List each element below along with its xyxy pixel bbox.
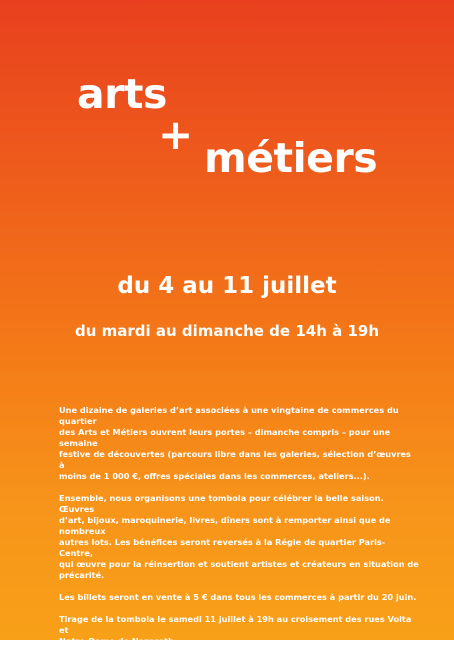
logo-plus-sign: + (158, 110, 194, 159)
text-line: festive de découvertes (parcours libre dans les galeries, sélection d’œuvres à (59, 449, 411, 470)
text-line: Tirage de la tombola le samedi 11 juillet à 19h au croisement des rues Volta et (59, 614, 412, 635)
text-line: Une dizaine de galeries d’art associées à une vingtaine de commerces du quartier (59, 405, 399, 426)
opening-hours: du mardi au dimanche de 14h à 19h (75, 322, 379, 340)
logo-text-arts: arts (77, 70, 167, 118)
text-line: des Arts et Métiers ouvrent leurs portes – dimanche compris – pour une semaine (59, 427, 391, 448)
text-line: Ensemble, nous organisons une tombola pour célébrer la belle saison. Œuvres (59, 493, 384, 514)
event-dates: du 4 au 11 juillet (117, 273, 337, 299)
text-line: Les billets seront en vente à 5 € dans tous les commerces à partir du 20 juin. (59, 592, 417, 602)
paragraph-draw (59, 614, 419, 658)
text-line: Les résulats seront publiés sur notre compte Instagram. (59, 647, 320, 657)
logo-text-metiers: métiers (204, 134, 378, 182)
paragraph-intro (59, 405, 419, 482)
paragraph-tombola (59, 493, 419, 581)
paragraph-tickets (59, 592, 419, 603)
text-line: précarité. (59, 570, 105, 580)
text-line: d’art, bijoux, maroquinerie, livres, dîners sont à remporter ainsi que de nombreux (59, 515, 391, 536)
text-line: moins de 1 000 €, offres spéciales dans les commerces, ateliers...). (59, 471, 370, 481)
text-line: autres lots. Les bénéfices seront reversés à la Régie de quartier Paris-Centre, (59, 537, 386, 558)
description-text (59, 405, 419, 658)
text-line: Notre-Dame de Nazareth. (59, 636, 178, 646)
text-line: qui œuvre pour la réinsertion et soutient artistes et créateurs en situation de (59, 559, 419, 569)
